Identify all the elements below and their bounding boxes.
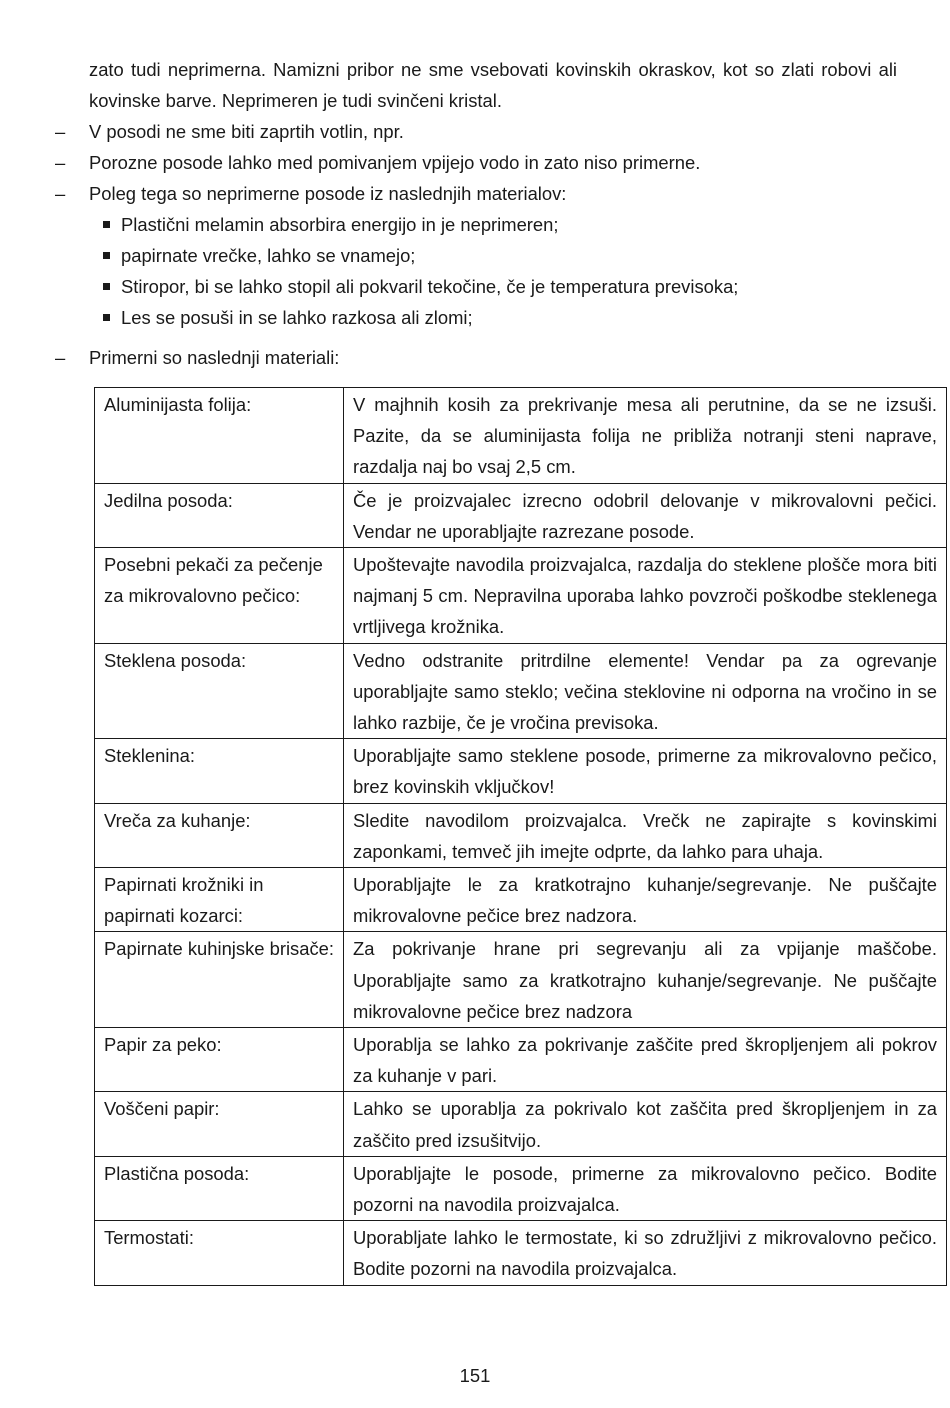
material-cell: Jedilna posoda: (95, 483, 344, 547)
material-cell: Steklenina: (95, 739, 344, 803)
square-bullet-icon (103, 252, 110, 259)
square-bullet-icon (103, 221, 110, 228)
bullet-text: Stiropor, bi se lahko stopil ali pokvaril tekočine, če je temperatura previsoka; (121, 276, 739, 297)
table-row (95, 932, 947, 1028)
bullet-text: Plastični melamin absorbira energijo in je neprimeren; (121, 214, 559, 235)
material-cell: Papirnate kuhinjske brisače: (95, 932, 344, 1028)
material-cell: Steklena posoda: (95, 643, 344, 739)
material-cell: Plastična posoda: (95, 1156, 344, 1220)
dash-item (0, 147, 897, 178)
square-bullet-icon (103, 283, 110, 290)
note-cell: Upoštevajte navodila proizvajalca, razdalja do steklene plošče mora biti najmanj 5 cm. Nepravilna uporaba lahko povzroči poškodbe steklenega vrtljivega krožnika. (344, 548, 947, 644)
dash-list (0, 116, 950, 333)
bullet-text: Les se posuši in se lahko razkosa ali zlomi; (121, 307, 473, 328)
material-cell: Aluminijasta folija: (95, 388, 344, 484)
bullet-item (89, 271, 897, 302)
bullet-item (89, 209, 897, 240)
dash-marker: – (55, 121, 66, 142)
material-cell: Posebni pekači za pečenje za mikrovalovno pečico: (95, 548, 344, 644)
material-cell: Voščeni papir: (95, 1092, 344, 1156)
table-row (95, 739, 947, 803)
table-row (95, 548, 947, 644)
table-row (95, 1221, 947, 1285)
dash-item (0, 116, 897, 147)
material-cell: Termostati: (95, 1221, 344, 1285)
note-cell: Uporablja se lahko za pokrivanje zaščite pred škropljenjem ali pokrov za kuhanje v pari. (344, 1028, 947, 1092)
dash-marker: – (55, 152, 66, 173)
table-row (95, 643, 947, 739)
bullet-item (89, 240, 897, 271)
material-cell: Papir za peko: (95, 1028, 344, 1092)
dash-item-text: V posodi ne sme biti zaprtih votlin, npr. (89, 121, 404, 142)
materials-intro-text: Primerni so naslednji materiali: (89, 347, 340, 368)
intro-paragraph: zato tudi neprimerna. Namizni pribor ne sme vsebovati kovinskih okraskov, kot so zlati robovi ali kovinske barve. Neprimeren je tudi svinčeni kristal. (89, 59, 897, 111)
bullet-text: papirnate vrečke, lahko se vnamejo; (121, 245, 416, 266)
material-cell: Papirnati krožniki in papirnati kozarci: (95, 868, 344, 932)
table-row (95, 1092, 947, 1156)
note-cell: Lahko se uporablja za pokrivalo kot zaščita pred škropljenjem in za zaščito pred izsušitvijo. (344, 1092, 947, 1156)
dash-item (0, 178, 897, 333)
dash-marker: – (55, 183, 66, 204)
table-row (95, 803, 947, 867)
note-cell: Uporabljate lahko le termostate, ki so združljivi z mikrovalovno pečico. Bodite pozorni na navodila proizvajalca. (344, 1221, 947, 1285)
square-bullet-icon (103, 314, 110, 321)
bullet-list (89, 209, 897, 333)
table-row (95, 1156, 947, 1220)
dash-item-text: Poleg tega so neprimerne posode iz naslednjih materialov: (89, 183, 567, 204)
table-row (95, 483, 947, 547)
bullet-item (89, 302, 897, 333)
material-cell: Vreča za kuhanje: (95, 803, 344, 867)
note-cell: Vedno odstranite pritrdilne elemente! Vendar pa za ogrevanje uporabljajte samo steklo; večina steklovine ni odporna na vročino in se lahko razbije, če je vročina previsoka. (344, 643, 947, 739)
note-cell: Uporabljajte le za kratkotrajno kuhanje/segrevanje. Ne puščajte mikrovalovne pečice brez nadzora. (344, 868, 947, 932)
note-cell: Uporabljajte samo steklene posode, primerne za mikrovalovno pečico, brez kovinskih vključkov! (344, 739, 947, 803)
note-cell: V majhnih kosih za prekrivanje mesa ali perutnine, da se ne izsuši. Pazite, da se aluminijasta folija ne približa notranji steni naprave, razdalja naj bo vsaj 2,5 cm. (344, 388, 947, 484)
note-cell: Uporabljajte le posode, primerne za mikrovalovno pečico. Bodite pozorni na navodila proizvajalca. (344, 1156, 947, 1220)
note-cell: Za pokrivanje hrane pri segrevanju ali za vpijanje maščobe. Uporabljajte samo za kratkotrajno kuhanje/segrevanje. Ne puščajte mikrovalovne pečice brez nadzora (344, 932, 947, 1028)
table-row (95, 868, 947, 932)
dash-item-text: Porozne posode lahko med pomivanjem vpijejo vodo in zato niso primerne. (89, 152, 701, 173)
materials-intro (0, 342, 950, 373)
page-number: 151 (459, 1365, 491, 1386)
table-row (95, 1028, 947, 1092)
materials-table (94, 387, 947, 1286)
note-cell: Če je proizvajalec izrecno odobril delovanje v mikrovalovni pečici. Vendar ne uporabljajte razrezane posode. (344, 483, 947, 547)
table-row (95, 388, 947, 484)
dash-marker: – (55, 347, 66, 368)
note-cell: Sledite navodilom proizvajalca. Vrečk ne zapirajte s kovinskimi zaponkami, temveč jih imejte odprte, da lahko para uhaja. (344, 803, 947, 867)
